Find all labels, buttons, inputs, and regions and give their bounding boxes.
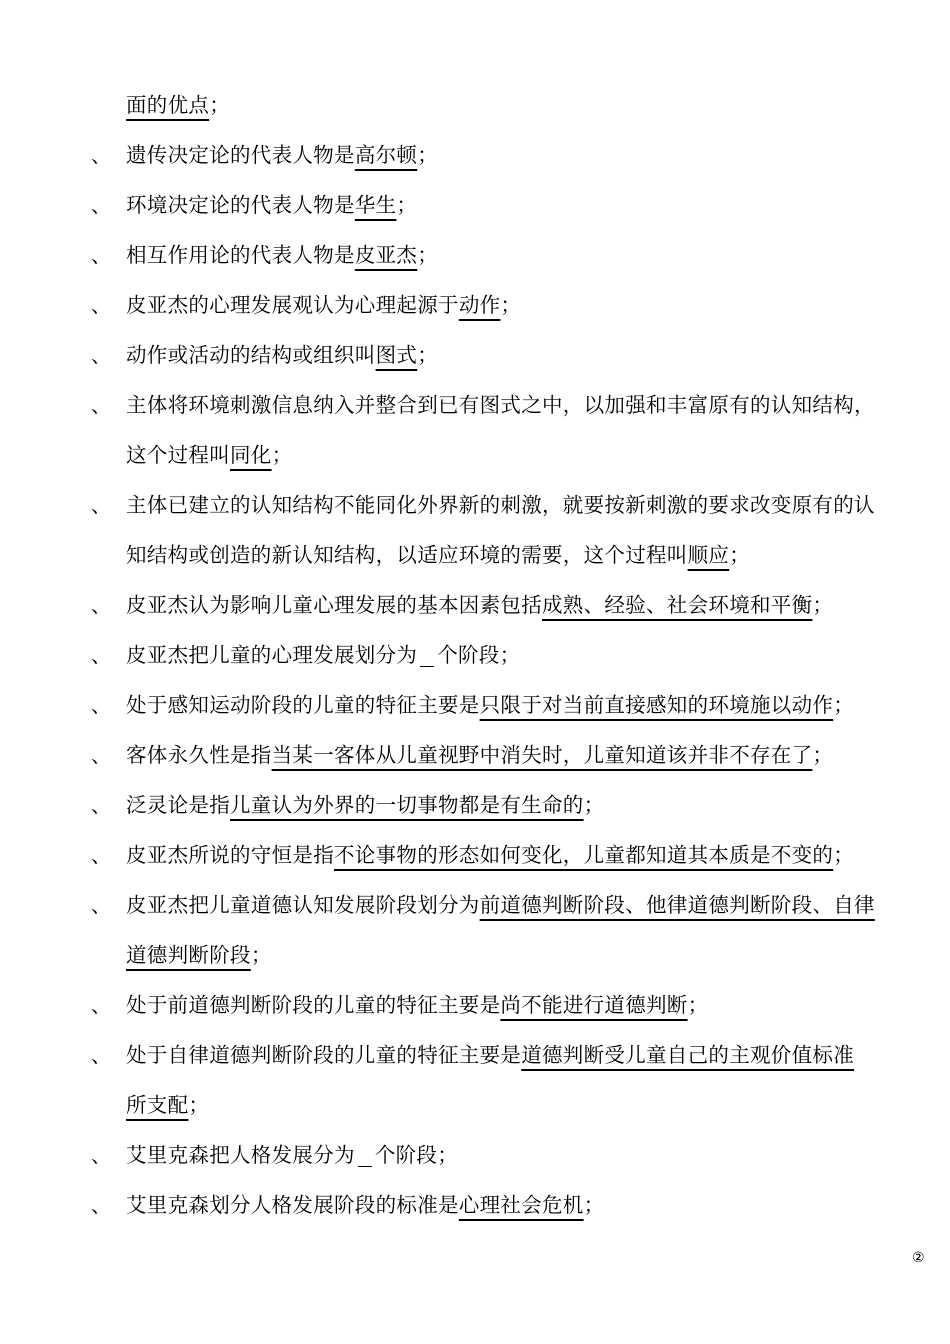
list-bullet: 、 xyxy=(91,393,111,417)
answer-text: 儿童认为外界的一切事物都是有生命的 xyxy=(230,793,584,817)
question-text: 皮亚杰的心理发展观认为心理起源于 xyxy=(126,293,459,317)
question-text: ； xyxy=(417,143,439,167)
question-text: 皮亚杰认为影响儿童心理发展的基本因素包括 xyxy=(126,593,542,617)
answer-text: 前道德判断阶段、他律道德判断阶段、自律 xyxy=(479,893,875,917)
question-text: ； xyxy=(271,443,293,467)
list-bullet: 、 xyxy=(91,193,111,217)
question-text: 艾里克森划分人格发展阶段的标准是 xyxy=(126,1193,459,1217)
answer-text: 心理社会危机 xyxy=(458,1193,584,1217)
question-text: ； xyxy=(209,93,231,117)
list-bullet: 、 xyxy=(91,343,111,367)
question-text: ； xyxy=(729,543,751,567)
list-bullet: 、 xyxy=(91,243,111,267)
question-text: 个阶段； xyxy=(437,643,521,667)
list-item-line xyxy=(126,190,936,220)
answer-text: 成熟、经验、社会环境和平衡 xyxy=(542,593,813,617)
question-text: 个阶段； xyxy=(374,1143,459,1167)
list-item-line xyxy=(126,690,936,720)
answer-text: 道德判断阶段 xyxy=(126,943,251,967)
question-text: 皮亚杰把儿童的心理发展划分为 xyxy=(126,643,418,667)
question-text: 皮亚杰所说的守恒是指 xyxy=(126,843,334,867)
list-item-line xyxy=(126,940,936,970)
list-bullet: 、 xyxy=(91,793,111,817)
list-item-line xyxy=(126,1040,936,1070)
question-text: ； xyxy=(188,1093,210,1117)
list-item-line xyxy=(126,890,936,920)
list-item-line xyxy=(126,340,936,370)
list-bullet: 、 xyxy=(91,843,111,867)
answer-text: 尚不能进行道德判断 xyxy=(500,993,688,1017)
question-text: 皮亚杰把儿童道德认知发展阶段划分为 xyxy=(126,893,480,917)
question-text: ； xyxy=(833,843,855,867)
list-bullet: 、 xyxy=(91,993,111,1017)
question-text: ； xyxy=(500,293,522,317)
answer-text: 只限于对当前直接感知的环境施以动作 xyxy=(479,693,834,717)
question-text: ； xyxy=(583,1193,605,1217)
fill-in-blank xyxy=(358,1142,372,1167)
list-bullet: 、 xyxy=(91,1143,111,1167)
list-item-line xyxy=(126,740,936,770)
question-text: ； xyxy=(417,243,439,267)
answer-text: 高尔顿 xyxy=(354,143,418,167)
question-text: 相互作用论的代表人物是 xyxy=(126,243,355,267)
answer-text: 当某一客体从儿童视野中消失时，儿童知道该并非不存在了 xyxy=(271,743,813,767)
list-bullet: 、 xyxy=(91,293,111,317)
question-text: 处于感知运动阶段的儿童的特征主要是 xyxy=(126,693,480,717)
question-text: 环境决定论的代表人物是 xyxy=(126,193,355,217)
question-text: ； xyxy=(396,193,418,217)
question-text: 处于前道德判断阶段的儿童的特征主要是 xyxy=(126,993,501,1017)
list-bullet: 、 xyxy=(91,643,111,667)
question-text: 动作或活动的结构或组织叫 xyxy=(126,343,376,367)
question-text: 客体永久性是指 xyxy=(126,743,272,767)
list-item-line xyxy=(126,640,936,670)
list-item-line xyxy=(126,290,936,320)
list-item-line xyxy=(126,990,936,1020)
question-text: 泛灵论是指 xyxy=(126,793,230,817)
question-text: 艾里克森把人格发展分为 xyxy=(126,1143,355,1167)
list-item-line xyxy=(126,790,936,820)
list-item-line xyxy=(126,1090,936,1120)
question-text: 知结构或创造的新认知结构，以适应环境的需要，这个过程叫 xyxy=(126,543,688,567)
list-item-line xyxy=(126,240,936,270)
list-bullet: 、 xyxy=(91,743,111,767)
question-text: ； xyxy=(687,993,709,1017)
question-text: ； xyxy=(812,743,834,767)
list-bullet: 、 xyxy=(91,493,111,517)
list-item-line xyxy=(126,440,936,470)
answer-text: 不论事物的形态如何变化，儿童都知道其本质是不变的 xyxy=(334,843,834,867)
list-item-line xyxy=(126,590,936,620)
question-text: ； xyxy=(250,943,272,967)
answer-text: 同化 xyxy=(230,443,272,467)
list-bullet: 、 xyxy=(91,593,111,617)
list-bullet: 、 xyxy=(91,1193,111,1217)
answer-text: 道德判断受儿童自己的主观价值标准 xyxy=(521,1043,855,1067)
list-item-line xyxy=(126,840,936,870)
question-text: 主体将环境刺激信息纳入并整合到已有图式之中，以加强和丰富原有的认知结构， xyxy=(126,393,875,417)
list-item-line xyxy=(126,140,936,170)
question-text: 遗传决定论的代表人物是 xyxy=(126,143,355,167)
page-number: ② xyxy=(912,1250,925,1266)
question-text: 这个过程叫 xyxy=(126,443,230,467)
list-bullet: 、 xyxy=(91,1043,111,1067)
answer-text: 顺应 xyxy=(687,543,730,567)
list-item-line xyxy=(126,90,936,120)
question-text: ； xyxy=(417,343,439,367)
answer-text: 动作 xyxy=(458,293,501,317)
list-item-line xyxy=(126,490,936,520)
list-item-line xyxy=(126,540,936,570)
question-text: ； xyxy=(833,693,855,717)
answer-text: 华生 xyxy=(354,193,397,217)
list-item-line xyxy=(126,1140,936,1170)
question-text: ； xyxy=(583,793,605,817)
answer-text: 面的优点 xyxy=(126,93,210,117)
list-item-line xyxy=(126,390,936,420)
answer-text: 图式 xyxy=(375,343,418,367)
list-bullet: 、 xyxy=(91,893,111,917)
answer-text: 所支配 xyxy=(126,1093,189,1117)
list-bullet: 、 xyxy=(91,693,111,717)
fill-in-blank xyxy=(420,642,434,667)
answer-text: 皮亚杰 xyxy=(354,243,418,267)
list-bullet: 、 xyxy=(91,143,111,167)
question-text: 处于自律道德判断阶段的儿童的特征主要是 xyxy=(126,1043,522,1067)
question-text: 主体已建立的认知结构不能同化外界新的刺激，就要按新刺激的要求改变原有的认 xyxy=(126,493,875,517)
list-item-line xyxy=(126,1190,936,1220)
question-text: ； xyxy=(812,593,834,617)
